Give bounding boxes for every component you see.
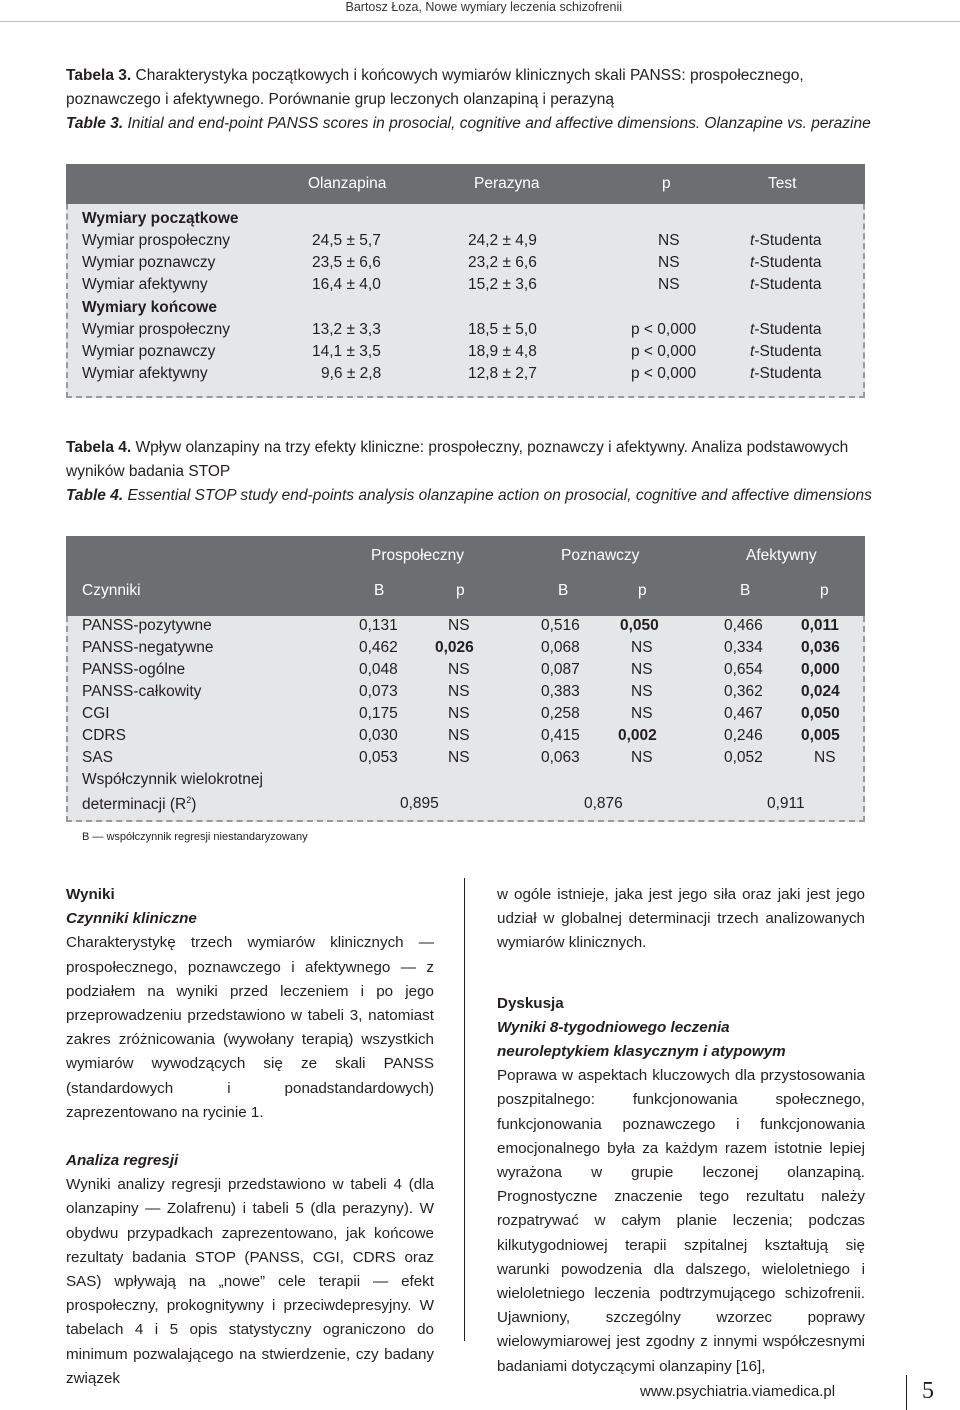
r2-label-line1: Współczynnik wielokrotnej [82, 771, 263, 788]
table4-header-p1: p [456, 582, 465, 599]
test-suffix: -Studenta [754, 365, 822, 382]
heading-regression: Analiza regresji [66, 1152, 179, 1170]
p3-value: 0,050 [801, 705, 840, 722]
b2-value: 0,087 [541, 661, 580, 678]
b1-value: 0,175 [359, 705, 398, 722]
table4-header-p3: p [820, 582, 829, 599]
p1-value: NS [448, 661, 470, 678]
table3-caption [66, 64, 896, 136]
p-value: NS [658, 254, 680, 271]
b2-value: 0,516 [541, 617, 580, 634]
olanzapina-value: 14,1 ± 3,5 [312, 343, 381, 360]
table3-caption-en-text: Initial and end-point PANSS scores in prosocial, cognitive and affective dimensions. Olanzapine vs. perazine [127, 115, 871, 132]
test-suffix: -Studenta [754, 343, 822, 360]
test-prefix: t [750, 365, 755, 382]
test-suffix: -Studenta [754, 232, 822, 249]
table4-header-b3: B [740, 582, 751, 599]
p-value: p < 0,000 [631, 343, 697, 360]
row-label: CDRS [82, 727, 126, 744]
p3-value: NS [814, 749, 836, 766]
olanzapina-value: 9,6 ± 2,8 [321, 365, 382, 382]
b3-value: 0,467 [724, 705, 763, 722]
table4-header-b1: B [374, 582, 385, 599]
test-prefix: t [750, 254, 755, 271]
test-suffix: -Studenta [754, 254, 822, 271]
p-value: NS [658, 276, 680, 293]
paragraph-clinical: Charakterystykę trzech wymiarów klinicznych — prospołecznego, poznawczego i afektywnego — z podziałem na wyniki przed leczeniem i po jego przeprowadzeniu przedstawiono w tabeli 3, natomiast zakres zróżnicowania (wywołany terapią) wszystkich wymiarów wywodzących się ze skali PANSS (standardowych i ponadstandardowych) zaprezentowano na rycinie 1. [66, 934, 434, 1121]
table3-header [66, 164, 865, 204]
table4-header-b2: B [558, 582, 569, 599]
b1-value: 0,131 [359, 617, 398, 634]
b1-value: 0,030 [359, 727, 398, 744]
p-value: p < 0,000 [631, 365, 697, 382]
r2-label-close: ) [191, 796, 197, 814]
heading-discussion: Dyskusja [497, 994, 564, 1012]
table4 [66, 536, 865, 822]
r2-value-affective: 0,911 [767, 795, 805, 812]
test-value [750, 343, 822, 361]
p1-value: NS [448, 727, 470, 744]
p2-value: 0,002 [618, 727, 657, 744]
table4-caption-pl-text: Wpływ olanzapiny na trzy efekty kliniczne: prospołeczny, poznawczy i afektywny. Analiza podstawowych wyników badania STOP [66, 439, 849, 480]
b2-value: 0,068 [541, 639, 580, 656]
table4-header-affective: Afektywny [746, 547, 817, 564]
row-label: CGI [82, 705, 110, 722]
b2-value: 0,415 [541, 727, 580, 744]
table4-header-cognitive: Poznawczy [561, 547, 640, 564]
row-label: PANSS-negatywne [82, 639, 214, 656]
table4-caption-en-text: Essential STOP study end-points analysis olanzapine action on prosocial, cognitive and affective dimensions [127, 487, 872, 504]
table4-header-prosocial: Prospołeczny [371, 547, 465, 564]
table4-caption-pl [66, 436, 896, 484]
r2-label-line2 [82, 795, 196, 814]
table3-section-initial: Wymiary początkowe [82, 210, 239, 227]
b3-value: 0,246 [724, 727, 763, 744]
table3-caption-pl-text: Charakterystyka początkowych i końcowych wymiarów klinicznych skali PANSS: prospołecznego, poznawczego i afektywnego. Porównanie grup leczonych olanzapiną i perazyną [66, 67, 804, 108]
b3-value: 0,362 [724, 683, 763, 700]
row-label: PANSS-ogólne [82, 661, 186, 678]
test-value [750, 232, 822, 250]
perazyna-value: 23,2 ± 6,6 [468, 254, 537, 271]
p3-value: 0,005 [801, 727, 840, 744]
b3-value: 0,334 [724, 639, 763, 656]
table3-caption-en [66, 112, 896, 136]
p3-value: 0,000 [801, 661, 840, 678]
olanzapina-value: 24,5 ± 5,7 [312, 232, 381, 249]
perazyna-value: 24,2 ± 4,9 [468, 232, 537, 249]
perazyna-value: 15,2 ± 3,6 [468, 276, 537, 293]
b3-value: 0,466 [724, 617, 763, 634]
row-label: Wymiar poznawczy [82, 254, 216, 271]
test-prefix: t [750, 321, 755, 338]
row-label: Wymiar afektywny [82, 276, 208, 293]
table3-caption-pl-label: Tabela 3. [66, 67, 132, 84]
r2-value-prosocial: 0,895 [400, 795, 439, 812]
footer-divider [906, 1375, 907, 1410]
p-value: NS [658, 232, 680, 249]
b3-value: 0,654 [724, 661, 763, 678]
page-number: 5 [922, 1378, 934, 1404]
p3-value: 0,036 [801, 639, 840, 656]
row-label: Wymiar poznawczy [82, 343, 216, 360]
heading-results: Wyniki [66, 886, 115, 903]
perazyna-value: 12,8 ± 2,7 [468, 365, 537, 382]
test-prefix: t [750, 232, 755, 249]
p2-value: NS [631, 639, 653, 656]
b1-value: 0,048 [359, 661, 398, 678]
test-suffix: -Studenta [754, 276, 822, 293]
perazyna-value: 18,5 ± 5,0 [468, 321, 537, 338]
p1-value: 0,026 [435, 639, 474, 656]
table3-header-perazyna: Perazyna [474, 175, 540, 192]
p2-value: NS [631, 705, 653, 722]
heading-clinical-factors: Czynniki kliniczne [66, 910, 197, 928]
p1-value: NS [448, 705, 470, 722]
p2-value: NS [631, 683, 653, 700]
table4-header [66, 536, 865, 616]
running-header [0, 0, 960, 21]
p3-value: 0,024 [801, 683, 840, 700]
table4-caption-en [66, 484, 896, 508]
p1-value: NS [448, 749, 470, 766]
b2-value: 0,258 [541, 705, 580, 722]
b2-value: 0,383 [541, 683, 580, 700]
p3-value: 0,011 [801, 617, 839, 634]
table3-caption-en-label: Table 3. [66, 115, 124, 132]
p2-value: NS [631, 749, 653, 766]
table3-header-p: p [662, 175, 671, 192]
row-label: Wymiar prospołeczny [82, 321, 231, 338]
header-rule [0, 21, 960, 22]
table4-caption-en-label: Table 4. [66, 487, 124, 504]
test-suffix: -Studenta [754, 321, 822, 338]
column-divider [464, 878, 465, 1341]
row-label: Wymiar prospołeczny [82, 232, 231, 249]
table4-caption-pl-label: Tabela 4. [66, 439, 132, 456]
left-column [66, 883, 434, 1391]
p2-value: NS [631, 661, 653, 678]
row-label: SAS [82, 749, 114, 766]
paragraph-continuation: w ogóle istnieje, jaka jest jego siła oraz jaki jest jego udział w globalnej determinacji trzech analizowanych wymiarów klinicznych. [497, 886, 865, 952]
table3-header-olanzapina: Olanzapina [308, 175, 387, 192]
b1-value: 0,462 [359, 639, 398, 656]
p-value: p < 0,000 [631, 321, 697, 338]
table4-footnote: B — współczynnik regresji niestandaryzowany [82, 831, 308, 843]
test-prefix: t [750, 276, 755, 293]
test-value [750, 365, 822, 383]
olanzapina-value: 13,2 ± 3,3 [312, 321, 381, 338]
r2-value-cognitive: 0,876 [584, 795, 623, 812]
table4-header-factors: Czynniki [82, 582, 141, 599]
test-prefix: t [750, 343, 755, 360]
paragraph-discussion: Poprawa w aspektach kluczowych dla przystosowania poszpitalnego: funkcjonowania społecznego, funkcjonowania poznawczego i funkcjonowania emocjonalnego była za każdym razem istotnie lepiej wyrażona w grupie leczonej olanzapiną. Prognostyczne znaczenie tego rezultatu należy rozpatrywać w całym planie leczenia; podczas kilkutygodniowej terapii szpitalnej kształtują się warunki powodzenia dla dalszego, wieloletniego i wieloletniego leczenia podtrzymującego schizofrenii. Ujawniony, szczególny wzorzec poprawy wielowymiarowej jest zgodny z innymi współczesnymi badaniami dotyczącymi olanzapiny [16], [497, 1067, 865, 1375]
olanzapina-value: 16,4 ± 4,0 [312, 276, 381, 293]
p1-value: NS [448, 617, 470, 634]
heading-subsection-line2: neuroleptykiem klasycznym i atypowym [497, 1043, 786, 1061]
row-label: Wymiar afektywny [82, 365, 208, 382]
table3-header-test: Test [768, 175, 797, 192]
table4-header-p2: p [638, 582, 647, 599]
row-label: PANSS-pozytywne [82, 617, 212, 634]
table3 [66, 164, 865, 398]
right-column [497, 883, 865, 1379]
footer-url: www.psychiatria.viamedica.pl [640, 1383, 836, 1400]
b3-value: 0,052 [724, 749, 763, 766]
table4-caption [66, 436, 896, 508]
p1-value: NS [448, 683, 470, 700]
row-label: PANSS-całkowity [82, 683, 202, 700]
r2-label-text: determinacji (R [82, 796, 187, 814]
table3-section-final: Wymiary końcowe [82, 299, 217, 316]
test-value [750, 254, 822, 272]
olanzapina-value: 23,5 ± 6,6 [312, 254, 381, 271]
heading-subsection-line1: Wyniki 8-tygodniowego leczenia [497, 1018, 730, 1036]
p2-value: 0,050 [620, 617, 659, 634]
r2-superscript: 2 [186, 795, 192, 805]
b1-value: 0,053 [359, 749, 398, 766]
b1-value: 0,073 [359, 683, 398, 700]
perazyna-value: 18,9 ± 4,8 [468, 343, 537, 360]
test-value [750, 321, 822, 339]
test-value [750, 276, 822, 294]
b2-value: 0,063 [541, 749, 580, 766]
table3-caption-pl [66, 64, 896, 112]
paragraph-regression: Wyniki analizy regresji przedstawiono w tabeli 4 (dla olanzapiny — Zolafrenu) i tabeli 5 (dla perazyny). W obydwu przypadkach zaprezentowano, jak końcowe rezultaty badania STOP (PANSS, CGI, CDRS oraz SAS) wpływają na „nowe” cele terapii — efekt prospołeczny, prokognitywny i przeciwdepresyjny. W tabelach 4 i 5 opis statystyczny ograniczono do minimum pozwalającego na stwierdzenie, czy badany związek [66, 1176, 434, 1387]
running-header-text: Bartosz Łoza, Nowe wymiary leczenia schizofrenii [345, 0, 622, 14]
